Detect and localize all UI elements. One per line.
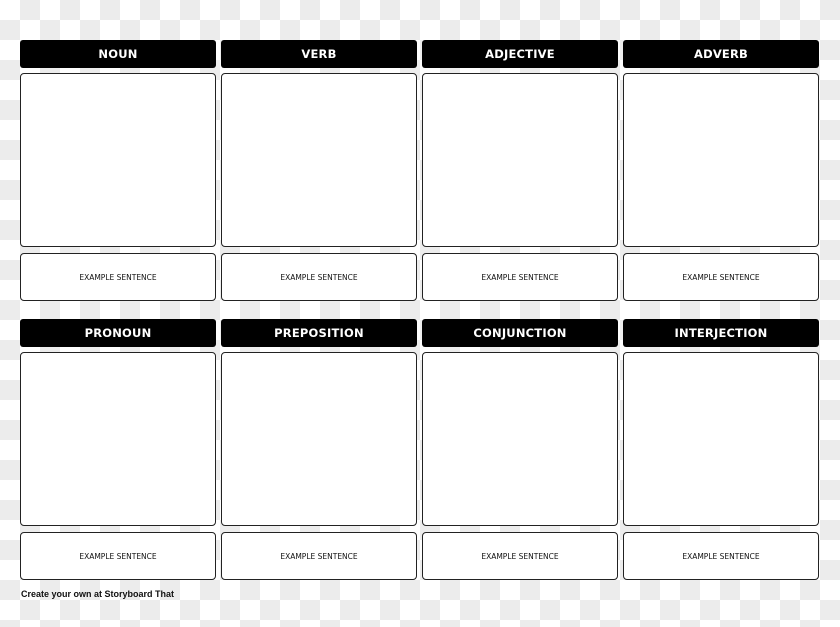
storyboard-cell-conjunction	[422, 319, 618, 580]
storyboard-cell-interjection	[623, 319, 819, 580]
storyboard-cell-adjective	[422, 40, 618, 301]
sentence-panel	[422, 253, 618, 301]
image-panel	[20, 73, 216, 247]
cell-header: NOUN	[20, 40, 216, 68]
storyboard-row	[20, 40, 820, 301]
sentence-panel	[221, 532, 417, 580]
sentence-label: EXAMPLE SENTENCE	[79, 551, 157, 561]
sentence-panel	[20, 532, 216, 580]
storyboard-cell-pronoun	[20, 319, 216, 580]
sentence-label: EXAMPLE SENTENCE	[682, 551, 760, 561]
storyboard-cell-preposition	[221, 319, 417, 580]
image-panel	[20, 352, 216, 526]
sentence-panel	[221, 253, 417, 301]
cell-header: ADJECTIVE	[422, 40, 618, 68]
sentence-panel	[422, 532, 618, 580]
image-panel	[623, 73, 819, 247]
cell-header: PREPOSITION	[221, 319, 417, 347]
sentence-label: EXAMPLE SENTENCE	[481, 551, 559, 561]
sentence-label: EXAMPLE SENTENCE	[280, 551, 358, 561]
sentence-label: EXAMPLE SENTENCE	[481, 272, 559, 282]
storyboard-cell-noun	[20, 40, 216, 301]
cell-header: PRONOUN	[20, 319, 216, 347]
sentence-label: EXAMPLE SENTENCE	[682, 272, 760, 282]
sentence-panel	[623, 253, 819, 301]
sentence-panel	[20, 253, 216, 301]
sentence-label: EXAMPLE SENTENCE	[280, 272, 358, 282]
footer-credit: Create your own at Storyboard That	[21, 589, 175, 599]
cell-header: ADVERB	[623, 40, 819, 68]
storyboard-cell-verb	[221, 40, 417, 301]
image-panel	[221, 73, 417, 247]
cell-header: CONJUNCTION	[422, 319, 618, 347]
image-panel	[221, 352, 417, 526]
image-panel	[623, 352, 819, 526]
storyboard-grid	[20, 40, 820, 598]
storyboard-cell-adverb	[623, 40, 819, 301]
image-panel	[422, 73, 618, 247]
image-panel	[422, 352, 618, 526]
sentence-panel	[623, 532, 819, 580]
cell-header: INTERJECTION	[623, 319, 819, 347]
cell-header: VERB	[221, 40, 417, 68]
sentence-label: EXAMPLE SENTENCE	[79, 272, 157, 282]
storyboard-row	[20, 319, 820, 580]
